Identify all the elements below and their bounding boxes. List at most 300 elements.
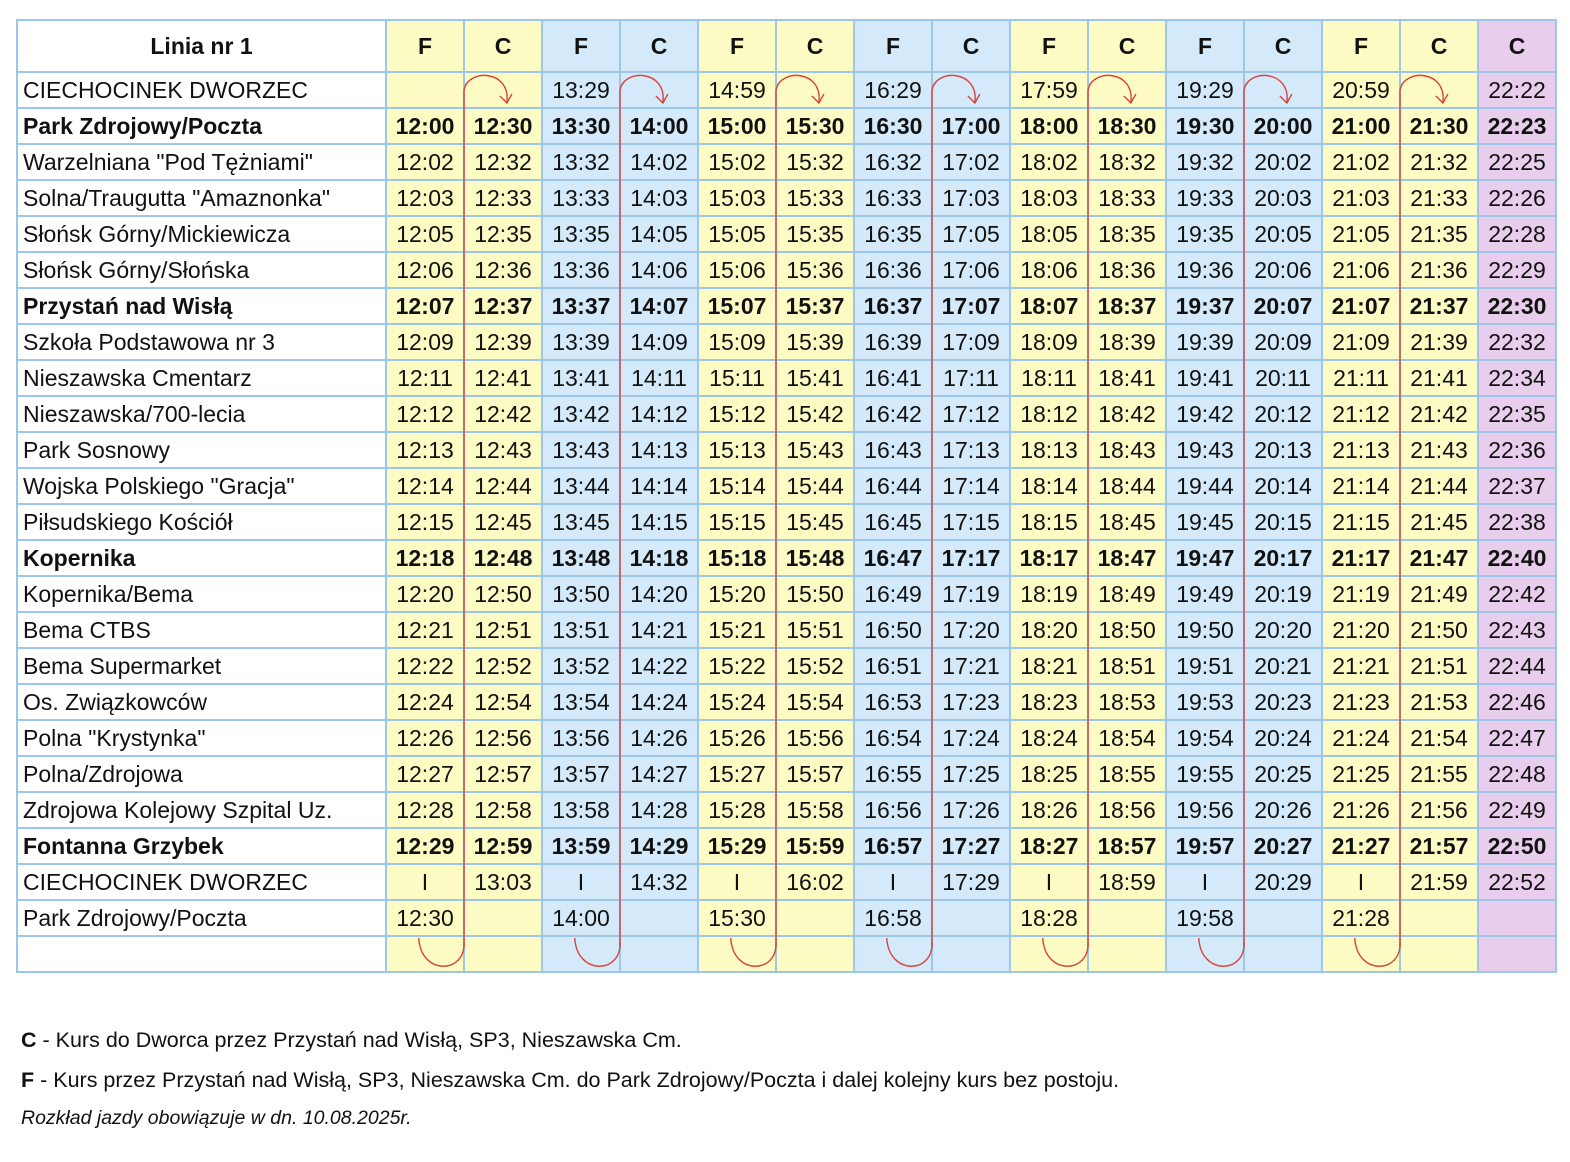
departure-time: 12:33	[464, 180, 542, 216]
departure-time: 12:21	[386, 612, 464, 648]
departure-time: 18:11	[1010, 360, 1088, 396]
departure-time: 18:14	[1010, 468, 1088, 504]
departure-time: 22:34	[1478, 360, 1556, 396]
departure-time	[698, 936, 776, 972]
departure-time: 12:51	[464, 612, 542, 648]
departure-time: 19:35	[1166, 216, 1244, 252]
departure-time: 12:07	[386, 288, 464, 324]
departure-time: 21:56	[1400, 792, 1478, 828]
departure-time: 13:43	[542, 432, 620, 468]
departure-time: 12:03	[386, 180, 464, 216]
departure-time: 12:35	[464, 216, 542, 252]
departure-time: 21:53	[1400, 684, 1478, 720]
departure-time: 21:59	[1400, 864, 1478, 900]
departure-time: 14:20	[620, 576, 698, 612]
stop-name: Solna/Traugutta "Amaznonka"	[17, 180, 386, 216]
departure-time: 15:20	[698, 576, 776, 612]
departure-time: 19:56	[1166, 792, 1244, 828]
departure-time: 15:50	[776, 576, 854, 612]
departure-time: 21:49	[1400, 576, 1478, 612]
departure-time: 18:57	[1088, 828, 1166, 864]
departure-time: 15:28	[698, 792, 776, 828]
departure-time: 18:25	[1010, 756, 1088, 792]
stop-name: Bema Supermarket	[17, 648, 386, 684]
departure-time: 18:09	[1010, 324, 1088, 360]
timetable-row	[17, 180, 1556, 216]
departure-time: 15:09	[698, 324, 776, 360]
departure-time: 15:41	[776, 360, 854, 396]
departure-time	[1088, 72, 1166, 108]
departure-time: 18:50	[1088, 612, 1166, 648]
departure-time: 15:24	[698, 684, 776, 720]
departure-time: 22:46	[1478, 684, 1556, 720]
departure-time: 17:07	[932, 288, 1010, 324]
departure-time: 19:29	[1166, 72, 1244, 108]
departure-time: 19:54	[1166, 720, 1244, 756]
timetable-row	[17, 612, 1556, 648]
departure-time: 18:49	[1088, 576, 1166, 612]
departure-time	[1322, 936, 1400, 972]
departure-time: 19:44	[1166, 468, 1244, 504]
departure-time	[464, 936, 542, 972]
departure-time: 15:03	[698, 180, 776, 216]
timetable	[16, 19, 1557, 973]
departure-time: 18:54	[1088, 720, 1166, 756]
departure-time: 19:58	[1166, 900, 1244, 936]
departure-time: 12:58	[464, 792, 542, 828]
departure-time: 12:59	[464, 828, 542, 864]
column-header-c: C	[1244, 20, 1322, 72]
departure-time: 19:55	[1166, 756, 1244, 792]
legend-f	[21, 1068, 1119, 1093]
departure-time: 14:00	[620, 108, 698, 144]
departure-time: 17:23	[932, 684, 1010, 720]
departure-time: 18:19	[1010, 576, 1088, 612]
departure-time: 16:35	[854, 216, 932, 252]
departure-time	[620, 936, 698, 972]
departure-time: 18:24	[1010, 720, 1088, 756]
departure-time: 13:54	[542, 684, 620, 720]
departure-time: 14:03	[620, 180, 698, 216]
timetable-row	[17, 288, 1556, 324]
departure-time	[1166, 936, 1244, 972]
departure-time: 19:30	[1166, 108, 1244, 144]
departure-time: 12:42	[464, 396, 542, 432]
departure-time: 15:15	[698, 504, 776, 540]
departure-time: 18:03	[1010, 180, 1088, 216]
departure-time	[386, 72, 464, 108]
departure-time: 12:41	[464, 360, 542, 396]
departure-time: 18:43	[1088, 432, 1166, 468]
departure-time: 14:24	[620, 684, 698, 720]
departure-time: 17:14	[932, 468, 1010, 504]
departure-time: 17:02	[932, 144, 1010, 180]
departure-time: 17:59	[1010, 72, 1088, 108]
timetable-row	[17, 360, 1556, 396]
departure-time: 17:20	[932, 612, 1010, 648]
departure-time: 18:06	[1010, 252, 1088, 288]
departure-time	[776, 72, 854, 108]
departure-time: 12:18	[386, 540, 464, 576]
departure-time	[1478, 936, 1556, 972]
departure-time	[1010, 936, 1088, 972]
departure-time: 13:45	[542, 504, 620, 540]
departure-time: 16:36	[854, 252, 932, 288]
timetable-row	[17, 792, 1556, 828]
departure-time	[1244, 900, 1322, 936]
departure-time: 18:20	[1010, 612, 1088, 648]
departure-time	[1478, 900, 1556, 936]
departure-time: 20:26	[1244, 792, 1322, 828]
departure-time: 13:32	[542, 144, 620, 180]
departure-time: 13:58	[542, 792, 620, 828]
departure-time: 21:35	[1400, 216, 1478, 252]
departure-time: 17:11	[932, 360, 1010, 396]
departure-time: 13:30	[542, 108, 620, 144]
departure-time: 20:21	[1244, 648, 1322, 684]
departure-time: 15:44	[776, 468, 854, 504]
departure-time: 14:13	[620, 432, 698, 468]
departure-time: 18:02	[1010, 144, 1088, 180]
timetable-row	[17, 540, 1556, 576]
departure-time: I	[1322, 864, 1400, 900]
departure-time: 12:39	[464, 324, 542, 360]
departure-time: 15:35	[776, 216, 854, 252]
departure-time	[620, 72, 698, 108]
departure-time	[1088, 900, 1166, 936]
departure-time: 18:41	[1088, 360, 1166, 396]
departure-time: 14:09	[620, 324, 698, 360]
departure-time: 20:17	[1244, 540, 1322, 576]
departure-time: 21:13	[1322, 432, 1400, 468]
departure-time: 20:07	[1244, 288, 1322, 324]
departure-time: 21:27	[1322, 828, 1400, 864]
departure-time: 12:56	[464, 720, 542, 756]
departure-time: 22:32	[1478, 324, 1556, 360]
departure-time: 22:23	[1478, 108, 1556, 144]
departure-time: 19:37	[1166, 288, 1244, 324]
departure-time: 18:33	[1088, 180, 1166, 216]
departure-time: 17:00	[932, 108, 1010, 144]
departure-time: 20:14	[1244, 468, 1322, 504]
stop-name: Nieszawska/700-lecia	[17, 396, 386, 432]
stop-name: Park Zdrojowy/Poczta	[17, 108, 386, 144]
departure-time: 14:12	[620, 396, 698, 432]
departure-time: 22:28	[1478, 216, 1556, 252]
stop-name: Polna/Zdrojowa	[17, 756, 386, 792]
departure-time: 22:50	[1478, 828, 1556, 864]
timetable-row	[17, 432, 1556, 468]
stop-name: Piłsudskiego Kościół	[17, 504, 386, 540]
departure-time: 19:41	[1166, 360, 1244, 396]
departure-time: 12:15	[386, 504, 464, 540]
departure-time: 14:02	[620, 144, 698, 180]
departure-time	[464, 72, 542, 108]
departure-time: 20:13	[1244, 432, 1322, 468]
departure-time: 12:27	[386, 756, 464, 792]
departure-time: 13:41	[542, 360, 620, 396]
departure-time: 21:41	[1400, 360, 1478, 396]
departure-time: 12:20	[386, 576, 464, 612]
stop-name: Fontanna Grzybek	[17, 828, 386, 864]
departure-time: 19:42	[1166, 396, 1244, 432]
departure-time: 20:23	[1244, 684, 1322, 720]
departure-time: 12:48	[464, 540, 542, 576]
departure-time: 14:26	[620, 720, 698, 756]
departure-time: 18:53	[1088, 684, 1166, 720]
departure-time: 12:57	[464, 756, 542, 792]
departure-time: 19:32	[1166, 144, 1244, 180]
stop-name: Bema CTBS	[17, 612, 386, 648]
departure-time: 20:09	[1244, 324, 1322, 360]
departure-time: 20:19	[1244, 576, 1322, 612]
departure-time: 12:14	[386, 468, 464, 504]
legend-c-text: - Kurs do Dworca przez Przystań nad Wisłą, SP3, Nieszawska Cm.	[36, 1028, 682, 1052]
departure-time: 13:51	[542, 612, 620, 648]
column-header-c: C	[932, 20, 1010, 72]
departure-time: 17:13	[932, 432, 1010, 468]
departure-time: 18:39	[1088, 324, 1166, 360]
departure-time: 18:26	[1010, 792, 1088, 828]
departure-time: 18:37	[1088, 288, 1166, 324]
departure-time: 19:53	[1166, 684, 1244, 720]
departure-time: 15:48	[776, 540, 854, 576]
departure-time	[386, 936, 464, 972]
departure-time: 14:27	[620, 756, 698, 792]
departure-time: 16:32	[854, 144, 932, 180]
stop-name: Słońsk Górny/Mickiewicza	[17, 216, 386, 252]
timetable-row	[17, 936, 1556, 972]
departure-time: 14:22	[620, 648, 698, 684]
departure-time: 17:05	[932, 216, 1010, 252]
timetable-row	[17, 828, 1556, 864]
departure-time: 16:41	[854, 360, 932, 396]
column-header-c: C	[620, 20, 698, 72]
departure-time: 14:00	[542, 900, 620, 936]
timetable-row	[17, 684, 1556, 720]
departure-time: 13:59	[542, 828, 620, 864]
departure-time: 21:02	[1322, 144, 1400, 180]
departure-time: 16:39	[854, 324, 932, 360]
departure-time: 22:29	[1478, 252, 1556, 288]
departure-time: 21:50	[1400, 612, 1478, 648]
departure-time: 12:52	[464, 648, 542, 684]
departure-time: 21:14	[1322, 468, 1400, 504]
column-header-f: F	[698, 20, 776, 72]
departure-time: 16:53	[854, 684, 932, 720]
departure-time: 12:11	[386, 360, 464, 396]
stop-name: CIECHOCINEK DWORZEC	[17, 864, 386, 900]
departure-time: 14:06	[620, 252, 698, 288]
departure-time: 14:29	[620, 828, 698, 864]
departure-time: 20:03	[1244, 180, 1322, 216]
departure-time: 22:40	[1478, 540, 1556, 576]
timetable-row	[17, 720, 1556, 756]
stop-name: Przystań nad Wisłą	[17, 288, 386, 324]
departure-time: 21:24	[1322, 720, 1400, 756]
departure-time: 15:56	[776, 720, 854, 756]
departure-time: 12:50	[464, 576, 542, 612]
departure-time: 21:09	[1322, 324, 1400, 360]
departure-time: 13:57	[542, 756, 620, 792]
departure-time: 15:26	[698, 720, 776, 756]
departure-time: 12:09	[386, 324, 464, 360]
departure-time: 21:33	[1400, 180, 1478, 216]
departure-time: 21:26	[1322, 792, 1400, 828]
legend-f-key: F	[21, 1068, 35, 1092]
departure-time: 17:06	[932, 252, 1010, 288]
column-header-c: C	[1400, 20, 1478, 72]
departure-time: 13:42	[542, 396, 620, 432]
departure-time: 21:37	[1400, 288, 1478, 324]
stop-name: Zdrojowa Kolejowy Szpital Uz.	[17, 792, 386, 828]
departure-time: 21:28	[1322, 900, 1400, 936]
stop-name: Wojska Polskiego "Gracja"	[17, 468, 386, 504]
departure-time: 20:25	[1244, 756, 1322, 792]
departure-time: 18:47	[1088, 540, 1166, 576]
departure-time: 12:29	[386, 828, 464, 864]
departure-time: 21:21	[1322, 648, 1400, 684]
departure-time: 12:13	[386, 432, 464, 468]
departure-time: 21:06	[1322, 252, 1400, 288]
departure-time: 12:05	[386, 216, 464, 252]
departure-time: 17:25	[932, 756, 1010, 792]
departure-time: 15:54	[776, 684, 854, 720]
departure-time	[1088, 936, 1166, 972]
departure-time: 15:58	[776, 792, 854, 828]
timetable-row	[17, 504, 1556, 540]
departure-time: 12:44	[464, 468, 542, 504]
stop-name: CIECHOCINEK DWORZEC	[17, 72, 386, 108]
departure-time: 21:05	[1322, 216, 1400, 252]
departure-time: 15:12	[698, 396, 776, 432]
stop-name: Polna "Krystynka"	[17, 720, 386, 756]
departure-time: 13:29	[542, 72, 620, 108]
departure-time: 16:42	[854, 396, 932, 432]
departure-time: 17:09	[932, 324, 1010, 360]
departure-time: 16:29	[854, 72, 932, 108]
header-row	[17, 20, 1556, 72]
departure-time: 22:49	[1478, 792, 1556, 828]
timetable-row	[17, 648, 1556, 684]
departure-time: 16:57	[854, 828, 932, 864]
departure-time: 13:33	[542, 180, 620, 216]
departure-time: 20:20	[1244, 612, 1322, 648]
departure-time: 21:43	[1400, 432, 1478, 468]
departure-time: 16:37	[854, 288, 932, 324]
departure-time: 12:00	[386, 108, 464, 144]
departure-time: 21:30	[1400, 108, 1478, 144]
departure-time: 17:03	[932, 180, 1010, 216]
departure-time: 21:20	[1322, 612, 1400, 648]
departure-time: 16:47	[854, 540, 932, 576]
departure-time: 19:36	[1166, 252, 1244, 288]
column-header-c: C	[464, 20, 542, 72]
departure-time: 22:43	[1478, 612, 1556, 648]
departure-time: 19:47	[1166, 540, 1244, 576]
departure-time: 20:15	[1244, 504, 1322, 540]
departure-time: 13:50	[542, 576, 620, 612]
timetable-row	[17, 468, 1556, 504]
departure-time: 21:12	[1322, 396, 1400, 432]
departure-time: 20:06	[1244, 252, 1322, 288]
departure-time: 21:36	[1400, 252, 1478, 288]
departure-time: 16:49	[854, 576, 932, 612]
departure-time: 15:57	[776, 756, 854, 792]
departure-time: 18:00	[1010, 108, 1088, 144]
departure-time: 14:11	[620, 360, 698, 396]
departure-time: 18:51	[1088, 648, 1166, 684]
departure-time: 14:05	[620, 216, 698, 252]
departure-time	[1244, 936, 1322, 972]
departure-time	[932, 936, 1010, 972]
departure-time: 17:19	[932, 576, 1010, 612]
departure-time	[1400, 72, 1478, 108]
departure-time: 16:56	[854, 792, 932, 828]
departure-time	[776, 936, 854, 972]
timetable-row	[17, 324, 1556, 360]
departure-time: I	[698, 864, 776, 900]
departure-time: 20:05	[1244, 216, 1322, 252]
departure-time: I	[1166, 864, 1244, 900]
departure-time: 17:17	[932, 540, 1010, 576]
departure-time: 19:45	[1166, 504, 1244, 540]
column-header-f: F	[542, 20, 620, 72]
departure-time: 14:59	[698, 72, 776, 108]
departure-time: 20:29	[1244, 864, 1322, 900]
departure-time: 13:52	[542, 648, 620, 684]
departure-time	[776, 900, 854, 936]
departure-time: 14:32	[620, 864, 698, 900]
departure-time: 13:48	[542, 540, 620, 576]
departure-time: 15:59	[776, 828, 854, 864]
departure-time: 22:47	[1478, 720, 1556, 756]
page-title: Linia nr 1	[17, 20, 386, 72]
departure-time: 15:13	[698, 432, 776, 468]
departure-time: 15:27	[698, 756, 776, 792]
departure-time: 15:22	[698, 648, 776, 684]
departure-time: 15:05	[698, 216, 776, 252]
departure-time: 21:07	[1322, 288, 1400, 324]
stop-name: Kopernika/Bema	[17, 576, 386, 612]
departure-time: 14:21	[620, 612, 698, 648]
departure-time: 17:15	[932, 504, 1010, 540]
stop-name: Park Zdrojowy/Poczta	[17, 900, 386, 936]
departure-time: 18:36	[1088, 252, 1166, 288]
departure-time	[854, 936, 932, 972]
departure-time: 20:00	[1244, 108, 1322, 144]
departure-time: 13:44	[542, 468, 620, 504]
departure-time: 13:37	[542, 288, 620, 324]
departure-time: 18:15	[1010, 504, 1088, 540]
timetable-row	[17, 576, 1556, 612]
departure-time: 12:32	[464, 144, 542, 180]
departure-time: 19:50	[1166, 612, 1244, 648]
departure-time: 13:03	[464, 864, 542, 900]
departure-time: 18:23	[1010, 684, 1088, 720]
departure-time	[932, 900, 1010, 936]
departure-time	[1400, 936, 1478, 972]
departure-time: 22:25	[1478, 144, 1556, 180]
timetable-row	[17, 756, 1556, 792]
departure-time: 15:42	[776, 396, 854, 432]
departure-time: 15:30	[776, 108, 854, 144]
departure-time: 18:42	[1088, 396, 1166, 432]
departure-time: 22:38	[1478, 504, 1556, 540]
timetable-row	[17, 144, 1556, 180]
departure-time: 15:06	[698, 252, 776, 288]
departure-time: 15:52	[776, 648, 854, 684]
